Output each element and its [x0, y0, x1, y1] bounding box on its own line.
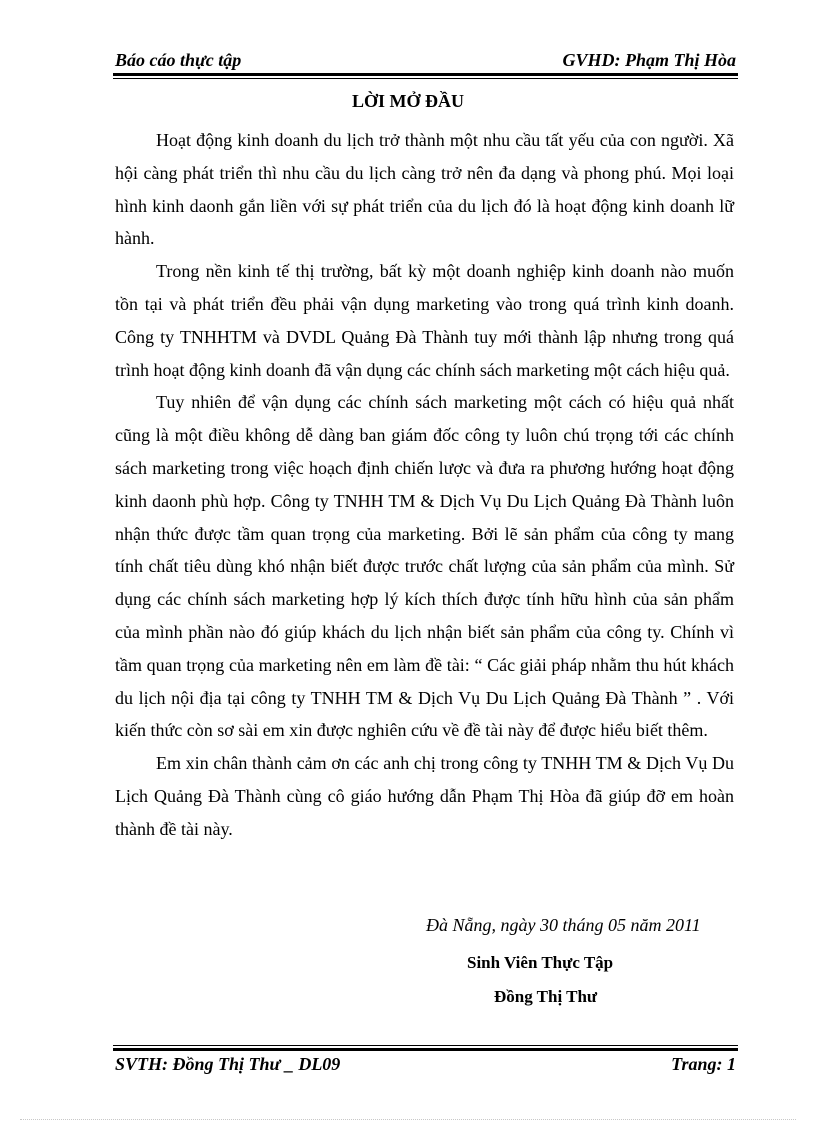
paragraph-1: Hoạt động kinh doanh du lịch trở thành một nhu cầu tất yếu của con người. Xã hội càng phát triển thì nhu cầu du lịch càng trở nên đa dạng và phong phú. Mọi loại hình kinh daonh gắn liền với sự phát triển của du lịch đó là hoạt động kinh doanh lữ hành.	[115, 130, 734, 249]
paragraph-3: Tuy nhiên để vận dụng các chính sách marketing một cách có hiệu quả nhất cũng là một điều không dễ dàng ban giám đốc công ty luôn chú trọng tới các chính sách marketing trong việc hoạch định chiến lược và đưa ra phương hướng hoạt động kinh daonh phù hợp. Công ty TNHH TM & Dịch Vụ Du Lịch Quảng Đà Thành luôn nhận thức được tầm quan trọng của marketing. Bởi lẽ sản phẩm của công ty mang tính chất tiêu dùng khó nhận biết được trước chất lượng của sản phẩm của mình. Sử dụng các chính sách marketing hợp lý kích thích được tính hữu hình của sản phẩm của mình phần nào đó giúp khách du lịch nhận biết sản phẩm của công ty. Chính vì tầm quan trọng của marketing nên em làm đề tài: “ Các giải pháp nhằm thu hút khách du lịch nội địa tại công ty TNHH TM & Dịch Vụ Du Lịch Quảng Đà Thành ” . Với kiến thức còn sơ sài em xin được nghiên cứu về đề tài này để được hiểu biết thêm.	[115, 392, 734, 741]
footer-page-number: Trang: 1	[671, 1054, 736, 1074]
paragraph-4: Em xin chân thành cảm ơn các anh chị trong công ty TNHH TM & Dịch Vụ Du Lịch Quảng Đà Thành cùng cô giáo hướng dẫn Phạm Thị Hòa đã giúp đỡ em hoàn thành đề tài này.	[115, 753, 734, 839]
signature-date: Đà Nẵng, ngày 30 tháng 05 năm 2011	[426, 915, 701, 935]
footer-rule-thin	[113, 1045, 738, 1046]
header-rule-thick	[113, 73, 738, 76]
header-report-label: Báo cáo thực tập	[115, 50, 242, 70]
footer-rule-thick	[113, 1048, 738, 1051]
page-title: LỜI MỞ ĐẦU	[352, 91, 464, 111]
header-supervisor: GVHD: Phạm Thị Hòa	[562, 50, 736, 70]
header-rule-thin	[113, 78, 738, 79]
paragraph-2: Trong nền kinh tế thị trường, bất kỳ một doanh nghiệp kinh doanh nào muốn tồn tại và phát triển đều phải vận dụng marketing vào trong quá trình kinh doanh. Công ty TNHHTM và DVDL Quảng Đà Thành tuy mới thành lập nhưng trong quá trình hoạt động kinh doanh đã vận dụng các chính sách marketing một cách hiệu quả.	[115, 261, 734, 380]
page-bottom-border	[20, 1119, 796, 1120]
signature-role: Sinh Viên Thực Tập	[467, 953, 614, 972]
signature-name: Đồng Thị Thư	[494, 987, 598, 1006]
footer-student: SVTH: Đồng Thị Thư _ DL09	[115, 1054, 341, 1074]
body-text	[115, 124, 734, 846]
page-header	[115, 47, 736, 73]
page-footer	[115, 1054, 736, 1080]
